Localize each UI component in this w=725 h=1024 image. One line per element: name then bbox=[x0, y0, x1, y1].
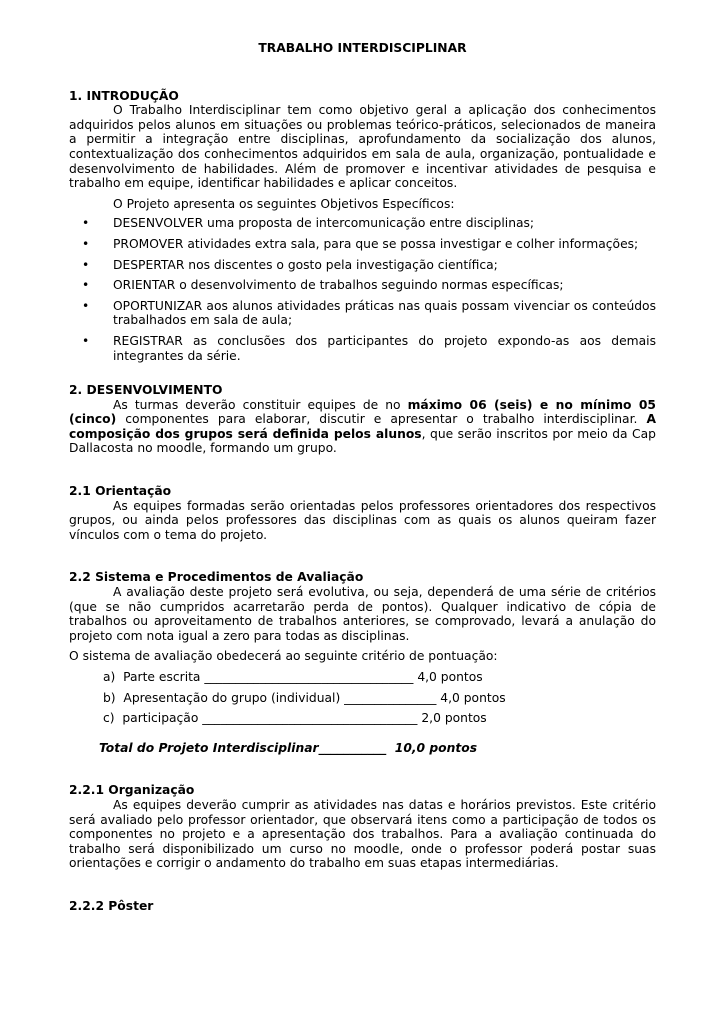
criteria-list bbox=[69, 670, 656, 726]
intro-paragraph-2: O Projeto apresenta os seguintes Objetivos Específicos: bbox=[113, 196, 455, 211]
section-introducao bbox=[69, 89, 656, 364]
list-item: • REGISTRAR as conclusões dos participantes do projeto expondo-as aos demais integrantes da série. bbox=[82, 333, 656, 363]
list-item: • OPORTUNIZAR aos alunos atividades práticas nas quais possam vivenciar os conteúdos trabalhados em sala de aula; bbox=[82, 298, 656, 328]
list-item: b) Apresentação do grupo (individual) _______________ 4,0 pontos bbox=[103, 690, 506, 705]
heading-orientacao: 2.1 Orientação bbox=[69, 484, 172, 499]
list-item: • ORIENTAR o desenvolvimento de trabalhos seguindo normas específicas; bbox=[82, 278, 564, 293]
list-item: c) participação ___________________________________ 2,0 pontos bbox=[103, 711, 487, 726]
avaliacao-paragraph-2: O sistema de avaliação obedecerá ao seguinte critério de pontuação: bbox=[69, 649, 498, 664]
heading-introducao: 1. INTRODUÇÃO bbox=[69, 88, 179, 103]
bullet-icon: • bbox=[82, 257, 90, 272]
list-item: • DESPERTAR nos discentes o gosto pela investigação científica; bbox=[82, 257, 498, 272]
bullet-icon: • bbox=[82, 298, 90, 313]
list-item: a) Parte escrita __________________________________ 4,0 pontos bbox=[103, 670, 483, 684]
list-item: • PROMOVER atividades extra sala, para que se possa investigar e colher informações; bbox=[82, 236, 639, 251]
heading-poster: 2.2.2 Pôster bbox=[69, 898, 154, 913]
heading-organizacao: 2.2.1 Organização bbox=[69, 783, 195, 798]
heading-avaliacao: 2.2 Sistema e Procedimentos de Avaliação bbox=[69, 570, 364, 585]
section-organizacao bbox=[69, 783, 656, 871]
section-poster bbox=[69, 899, 656, 914]
section-avaliacao bbox=[69, 570, 656, 755]
bullet-icon: • bbox=[82, 333, 90, 348]
section-desenvolvimento bbox=[69, 383, 656, 456]
organizacao-paragraph: As equipes deverão cumprir as atividades nas datas e horários previstos. Este critério será avaliado pelo professor orientador, que observará itens como a participação de todos os componentes no projeto e a apresentação dos trabalhos. Para a avaliação continuada do trabalho será disponibilizado um curso no moodle, onde o professor poderá postar suas orientações e corrigir o andamento do trabalho em suas etapas intermediárias. bbox=[69, 797, 656, 871]
heading-desenvolvimento: 2. DESENVOLVIMENTO bbox=[69, 383, 223, 398]
orientacao-paragraph: As equipes formadas serão orientadas pelos professores orientadores dos respectivos grupos, ou ainda pelos professores das disciplinas com as quais os alunos queiram fazer vínculos com o tema do projeto. bbox=[69, 498, 656, 542]
intro-paragraph-1: O Trabalho Interdisciplinar tem como objetivo geral a aplicação dos conhecimentos adquiridos pelos alunos em situações ou problemas teórico-práticos, selecionados de maneira a permitir a integração entre disciplinas, aprofundamento da socialização dos alunos, contextualização dos conhecimentos adquiridos em sala de aula, organização, pontualidade e desenvolvimento de habilidades. Além de promover e incentivar atividades de pesquisa e trabalho em equipe, identificar habilidades e aplicar conceitos. bbox=[69, 103, 656, 191]
bullet-icon: • bbox=[82, 216, 90, 231]
bullet-icon: • bbox=[82, 278, 90, 293]
objectives-list bbox=[69, 216, 656, 363]
section-orientacao bbox=[69, 484, 656, 542]
bullet-icon: • bbox=[82, 236, 90, 251]
document-title: TRABALHO INTERDISCIPLINAR bbox=[258, 41, 467, 55]
desenvolvimento-paragraph: As turmas deverão constituir equipes de no máximo 06 (seis) e no mínimo 05 (cinco) componentes para elaborar, discutir e apresentar o trabalho interdisciplinar. A composição dos grupos será definida pelos alunos, que serão inscritos por meio da Cap Dallacosta no moodle, formando um grupo. bbox=[69, 397, 656, 456]
total-line: Total do Projeto Interdisciplinar___________ 10,0 pontos bbox=[99, 740, 478, 755]
list-item: • DESENVOLVER uma proposta de intercomunicação entre disciplinas; bbox=[82, 216, 535, 231]
avaliacao-paragraph-1: A avaliação deste projeto será evolutiva, ou seja, dependerá de uma série de critérios (que se não cumpridos acarretarão perda de pontos). Qualquer indicativo de cópia de trabalhos ou aproveitamento de trabalhos anteriores, se comprovado, levará a anulação do projeto com nota igual a zero para todas as disciplinas. bbox=[69, 585, 656, 643]
